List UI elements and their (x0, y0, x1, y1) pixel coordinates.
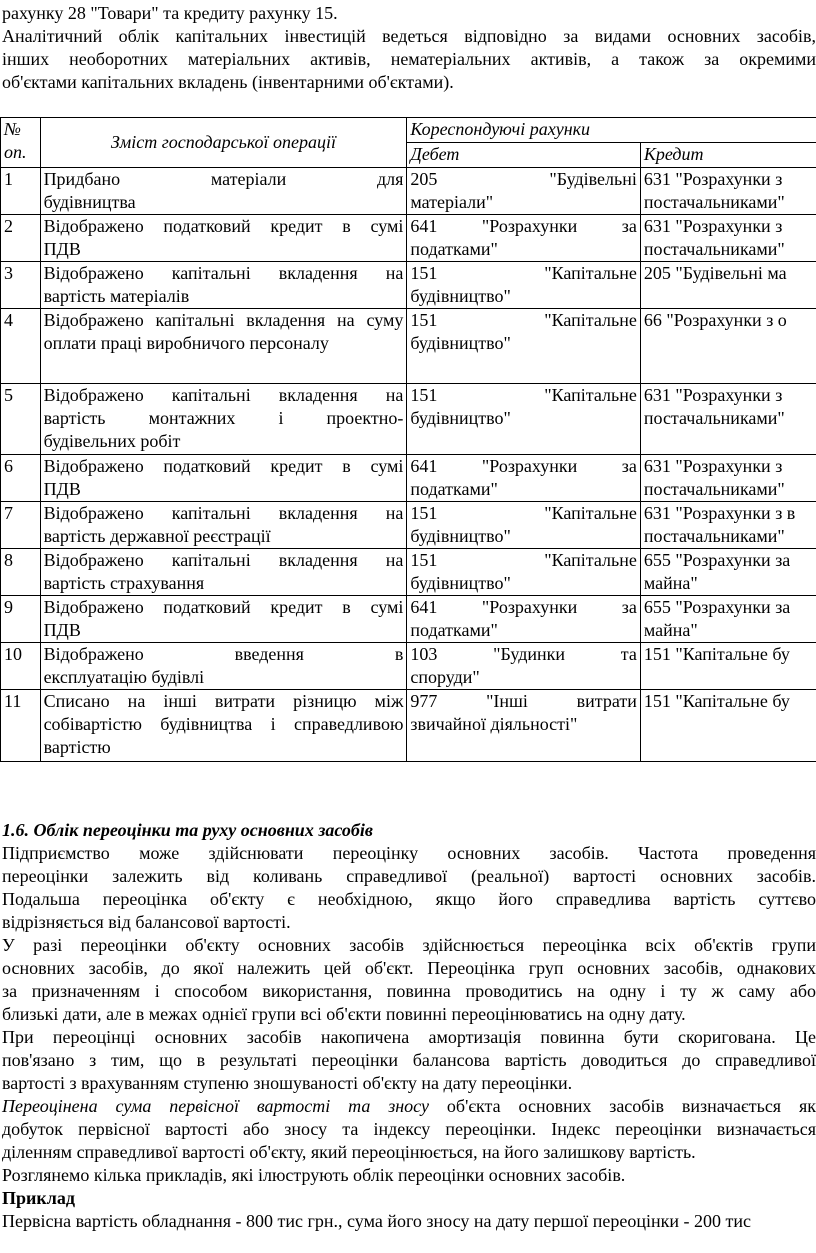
table-row (1, 596, 816, 643)
paragraph-line: близькі дати, але в межах однієї групи всі об'єкти повинні переоцінюватись на одну дату. (2, 1004, 686, 1024)
paragraph-line: пов'язано з тим, що в результаті переоцінки балансова вартість доводиться до справедливої (2, 1050, 816, 1070)
example-heading: Приклад (2, 1188, 75, 1208)
debit-account: 103 "Будинки та споруди" (407, 643, 640, 690)
paragraph-line: діленням справедливої вартості об'єкту, який переоцінюється, на його залишкову вартість. (2, 1142, 696, 1162)
table-row (1, 309, 816, 384)
intro-line: рахунку 28 "Товари" та кредиту рахунку 15. (2, 3, 338, 23)
row-number: 6 (1, 455, 41, 502)
operation-content: Відображено капітальні вкладення на вартість страхування (40, 549, 407, 596)
row-number: 1 (1, 168, 41, 215)
row-number: 5 (1, 384, 41, 455)
credit-account: 631 "Розрахунки з постачальниками" (640, 168, 816, 215)
table-row (1, 455, 816, 502)
header-debit: Дебет (407, 143, 640, 168)
debit-account: 151 "Капітальне будівництво" (407, 262, 640, 309)
debit-account: 151 "Капітальне будівництво" (407, 549, 640, 596)
operation-content: Відображено податковий кредит в сумі ПДВ (40, 596, 407, 643)
table-row (1, 643, 816, 690)
operation-content: Відображено введення в експлуатацію будівлі (40, 643, 407, 690)
debit-account: 205 "Будівельні матеріали" (407, 168, 640, 215)
credit-account: 631 "Розрахунки з постачальниками" (640, 215, 816, 262)
operations-table (0, 117, 816, 762)
paragraph-line: відрізняється від балансової вартості. (2, 912, 291, 932)
credit-account: 655 "Розрахунки за майна" (640, 549, 816, 596)
operation-content: Відображено податковий кредит в сумі ПДВ (40, 455, 407, 502)
operation-content: Списано на інші витрати різницю між собівартістю будівництва і справедливою вартістю (40, 690, 407, 762)
row-number: 11 (1, 690, 41, 762)
table-row (1, 168, 816, 215)
credit-account: 631 "Розрахунки з постачальниками" (640, 455, 816, 502)
header-content: Зміст господарської операції (40, 118, 407, 168)
table-row (1, 502, 816, 549)
row-number: 2 (1, 215, 41, 262)
table-row (1, 690, 816, 762)
operation-content: Відображено капітальні вкладення на вартість монтажних і проектно- будівельних робіт (40, 384, 407, 455)
paragraph-line: добуток первісної вартості або зносу та індексу переоцінки. Індекс переоцінки визначається (2, 1119, 816, 1139)
example-line: Первісна вартість обладнання - 800 тис грн., сума його зносу на дату першої переоцінки - 200 тис (2, 1211, 751, 1231)
row-number: 4 (1, 309, 41, 384)
header-credit: Кредит (640, 143, 816, 168)
row-number: 9 (1, 596, 41, 643)
operation-content: Відображено капітальні вкладення на суму оплати праці виробничого персоналу (40, 309, 407, 384)
row-number: 8 (1, 549, 41, 596)
paragraph-3 (2, 1026, 816, 1095)
paragraph-line: основних засобів, до якої належить цей об'єкт. Переоцінка груп основних засобів, однакових (2, 958, 816, 978)
paragraph-line: переоцінки залежить від коливань справедливої (реальної) вартості основних засобів. (2, 866, 816, 886)
credit-account: 631 "Розрахунки з в постачальниками" (640, 502, 816, 549)
row-number: 10 (1, 643, 41, 690)
paragraph-line: У разі переоцінки об'єкту основних засобів здійснюється переоцінка всіх об'єктів групи (2, 935, 816, 955)
credit-account: 205 "Будівельні ма (640, 262, 816, 309)
row-number: 3 (1, 262, 41, 309)
debit-account: 641 "Розрахунки за податками" (407, 455, 640, 502)
table-row (1, 549, 816, 596)
debit-account: 151 "Капітальне будівництво" (407, 309, 640, 384)
credit-account: 655 "Розрахунки за майна" (640, 596, 816, 643)
paragraph-line: Подальша переоцінка об'єкту є необхідною, якщо його справедлива вартість суттєво (2, 889, 816, 909)
intro-paragraph-line: об'єктами капітальних вкладень (інвентарними об'єктами). (2, 72, 454, 92)
paragraph-2 (2, 934, 816, 1026)
debit-account: 151 "Капітальне будівництво" (407, 384, 640, 455)
row-number: 7 (1, 502, 41, 549)
paragraph-line: Підприємство може здійснювати переоцінку основних засобів. Частота проведення (2, 843, 816, 863)
operation-content: Відображено капітальні вкладення на вартість державної реєстрації (40, 502, 407, 549)
paragraph-1 (2, 842, 816, 934)
header-accounts: Кореспондуючі рахунки (407, 118, 816, 143)
operation-content: Відображено податковий кредит в сумі ПДВ (40, 215, 407, 262)
paragraph-line: вартості з врахуванням ступеню зношуваності об'єкту на дату переоцінки. (2, 1073, 573, 1093)
paragraph-line: При переоцінці основних засобів накопичена амортизація повинна бути скоригована. Це (2, 1027, 816, 1047)
intro-paragraph-line: інших необоротних матеріальних активів, нематеріальних активів, а також за окремими (2, 49, 816, 69)
paragraph-line: за призначенням і способом використання, повинна проводитись на одну і ту ж саму або (2, 981, 816, 1001)
credit-account: 151 "Капітальне бу (640, 690, 816, 762)
credit-account: 66 "Розрахунки з о (640, 309, 816, 384)
header-number: № оп. (1, 118, 41, 168)
table-row (1, 215, 816, 262)
debit-account: 151 "Капітальне будівництво" (407, 502, 640, 549)
credit-account: 631 "Розрахунки з постачальниками" (640, 384, 816, 455)
operation-content: Придбано матеріали для будівництва (40, 168, 407, 215)
operation-content: Відображено капітальні вкладення на вартість матеріалів (40, 262, 407, 309)
debit-account: 641 "Розрахунки за податками" (407, 215, 640, 262)
table-row (1, 384, 816, 455)
debit-account: 641 "Розрахунки за податками" (407, 596, 640, 643)
intro-paragraph-line: Аналітичний облік капітальних інвестицій ведеться відповідно за видами основних засобів, (2, 26, 816, 46)
credit-account: 151 "Капітальне бу (640, 643, 816, 690)
paragraph-4: Переоцінена сума первісної вартості та зносу об'єкта основних засобів визначається як добуток первісної вартості або зносу та індексу переоцінки. Індекс переоцінки визначається діленням справедливої вартості об'єкту, який переоцінюється, на його залишкову вартість. (2, 1096, 816, 1162)
section-heading: 1.6. Облік переоцінки та руху основних засобів (2, 820, 373, 840)
paragraph-5: Розглянемо кілька прикладів, які ілюструють облік переоцінки основних засобів. (2, 1165, 626, 1185)
table-row (1, 262, 816, 309)
debit-account: 977 "Інші витрати звичайної діяльності" (407, 690, 640, 762)
